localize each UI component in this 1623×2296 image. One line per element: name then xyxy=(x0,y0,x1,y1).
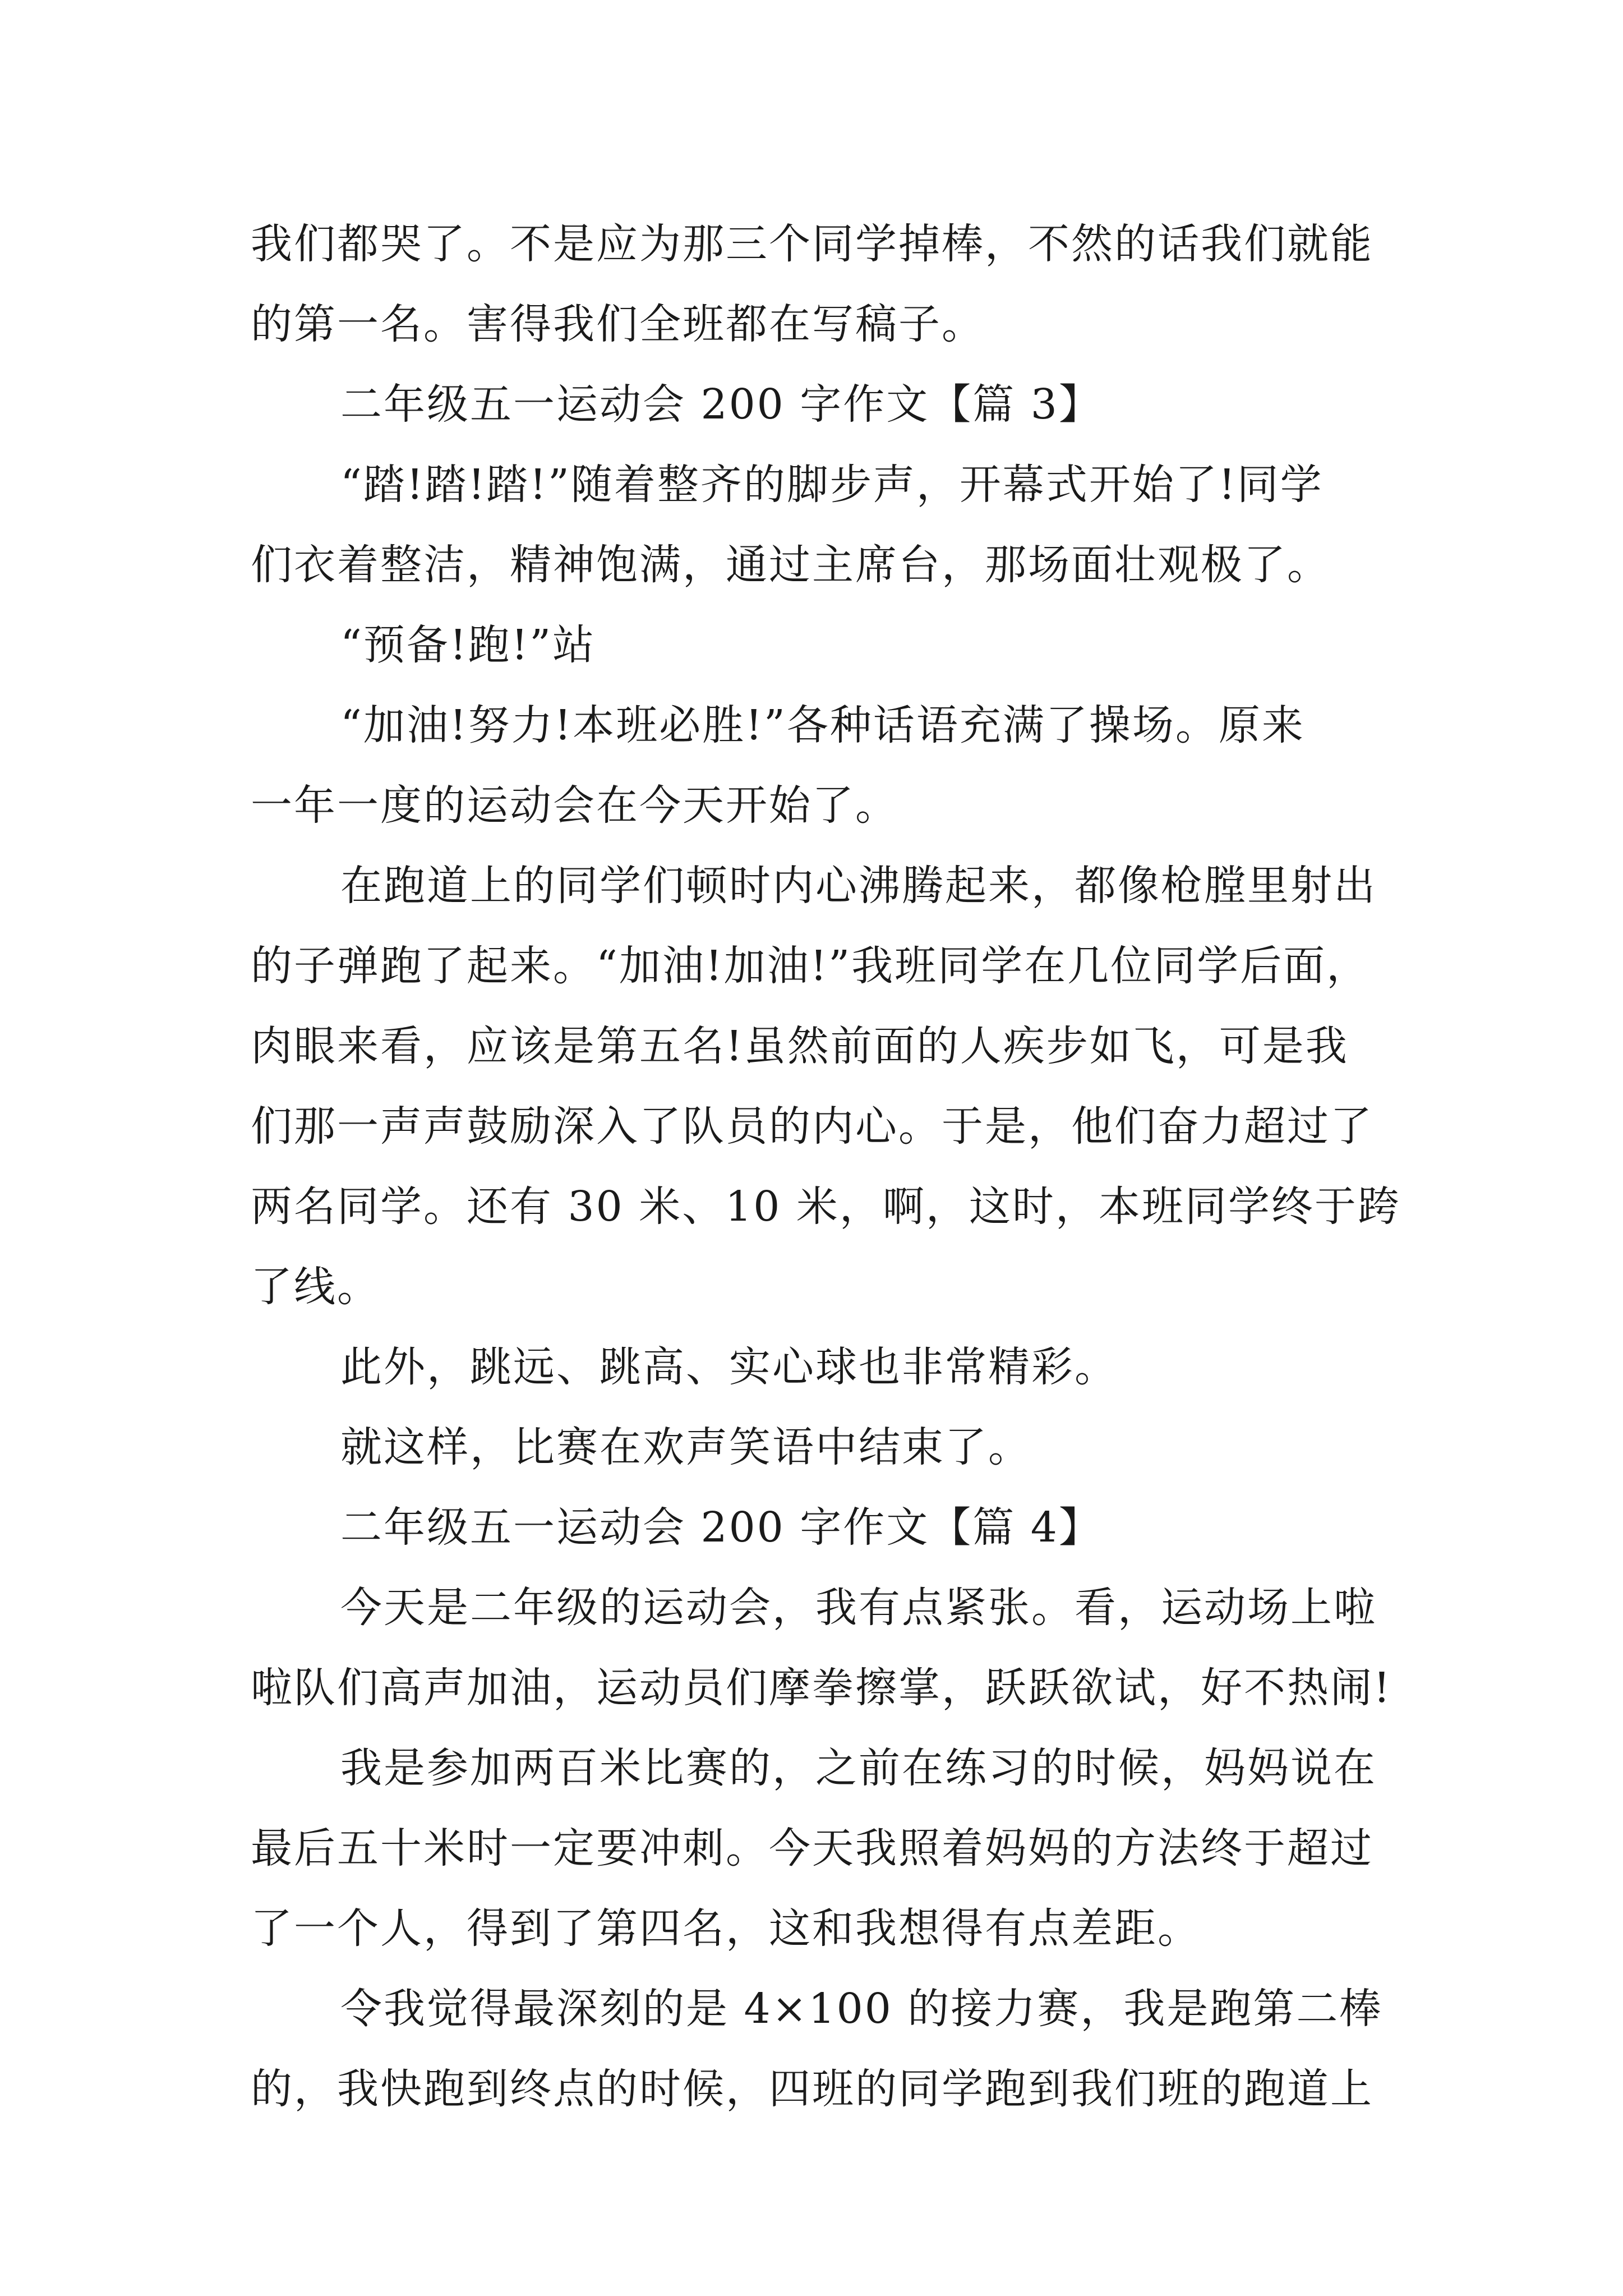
text-line: “加油!努力!本班必胜!”各种话语充满了操场。原来 xyxy=(340,701,1305,749)
text-line: 啦队们高声加油，运动员们摩拳擦掌，跃跃欲试，好不热闹! xyxy=(251,1664,1392,1712)
text-line: 两名同学。还有 30 米、10 米，啊，这时，本班同学终于跨 xyxy=(251,1182,1401,1231)
text-line: “踏!踏!踏!”随着整齐的脚步声，开幕式开始了!同学 xyxy=(340,461,1324,509)
text-line: 我们都哭了。不是应为那三个同学掉棒，不然的话我们就能 xyxy=(251,220,1373,268)
text-line: 我是参加两百米比赛的，之前在练习的时候，妈妈说在 xyxy=(340,1744,1377,1792)
text-line: 了一个人，得到了第四名，这和我想得有点差距。 xyxy=(251,1904,1201,1953)
text-line: 最后五十米时一定要冲刺。今天我照着妈妈的方法终于超过 xyxy=(251,1824,1373,1872)
text-line: “预备!跑!”站 xyxy=(340,621,596,669)
text-line: 们那一声声鼓励深入了队员的内心。于是，他们奋力超过了 xyxy=(251,1102,1373,1151)
text-line: 就这样，比赛在欢声笑语中结束了。 xyxy=(340,1423,1031,1471)
text-line: 的第一名。害得我们全班都在写稿子。 xyxy=(251,300,985,348)
text-line: 在跑道上的同学们顿时内心沸腾起来，都像枪膛里射出 xyxy=(340,862,1377,910)
text-line: 们衣着整洁，精神饱满，通过主席台，那场面壮观极了。 xyxy=(251,541,1330,589)
text-line: 令我觉得最深刻的是 4×100 的接力赛，我是跑第二棒 xyxy=(340,1985,1383,2033)
text-line: 二年级五一运动会 200 字作文【篇 3】 xyxy=(340,380,1102,429)
text-line: 今天是二年级的运动会，我有点紧张。看，运动场上啦 xyxy=(340,1584,1377,1632)
text-line: 的，我快跑到终点的时候，四班的同学跑到我们班的跑道上 xyxy=(251,2065,1373,2113)
text-line: 了线。 xyxy=(251,1263,380,1311)
text-line: 二年级五一运动会 200 字作文【篇 4】 xyxy=(340,1503,1102,1552)
text-line: 的子弹跑了起来。“加油!加油!”我班同学在几位同学后面， xyxy=(251,942,1370,990)
text-line: 肉眼来看，应该是第五名!虽然前面的人疾步如飞，可是我 xyxy=(251,1022,1349,1070)
text-line: 一年一度的运动会在今天开始了。 xyxy=(251,781,898,830)
text-line: 此外，跳远、跳高、实心球也非常精彩。 xyxy=(340,1343,1118,1391)
